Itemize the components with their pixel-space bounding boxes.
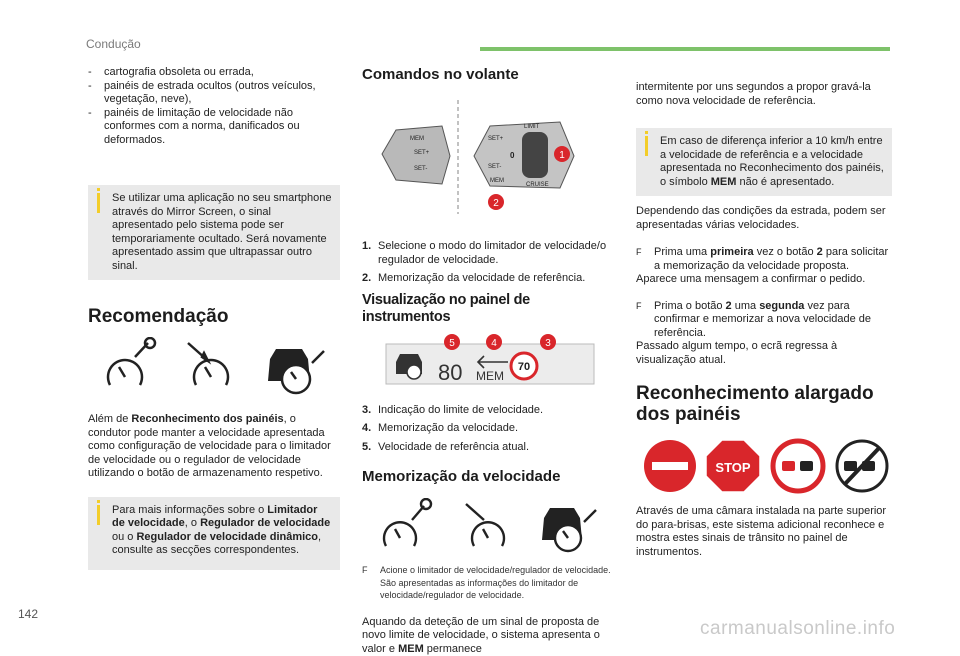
checkbox-marker-icon: F	[362, 564, 380, 602]
instruction-step: F Acione o limitador de velocidade/regulador de velocidade. São apresentadas as informações do limitador de velocidade/regulador de velocidade.	[362, 564, 618, 602]
limiter-stalk-left	[382, 126, 450, 184]
svg-text:2: 2	[493, 198, 499, 209]
svg-text:SET+: SET+	[488, 136, 504, 142]
instruction-step: F Prima uma primeira vez o botão 2 para solicitar a memorização da velocidade proposta.	[636, 246, 892, 273]
svg-text:CRUISE: CRUISE	[526, 182, 549, 188]
svg-text:80: 80	[438, 360, 462, 385]
heading-reconhecimento-alargado: Reconhecimento alargado dos painéis	[636, 383, 892, 425]
step-result: Passado algum tempo, o ecrã regressa à visualização atual.	[636, 340, 892, 367]
info-note: Em caso de diferença inferior a 10 km/h entre a velocidade de referência e a velocidade apresentada no Reconhecimento dos painéis, o símbolo MEM não é apresentado.	[636, 128, 892, 196]
column-2	[362, 66, 618, 656]
speed-limit-sign	[511, 353, 537, 379]
bullet-item: - painéis de limitação de velocidade não conformes com a norma, danificados ou deformados.	[88, 107, 340, 148]
callout-1	[554, 146, 570, 162]
callout-4	[486, 334, 502, 350]
section-header-bar	[480, 47, 890, 51]
speedometer-tick-icon	[188, 343, 228, 385]
svg-text:LIMIT: LIMIT	[524, 124, 540, 130]
callout-3	[540, 334, 556, 350]
steering-stalk-illustration	[362, 96, 618, 218]
svg-text:SET-: SET-	[414, 166, 427, 172]
checkbox-marker-icon: F	[636, 300, 654, 341]
checkbox-marker-icon: F	[636, 246, 654, 273]
info-note-text: Se utilizar uma aplicação no seu smartphone através do Mirror Screen, o sinal apresentado pelo sistema pode ser temporariamente ocultado. Será novamente apresentado assim que ultrapassar outro sinal.	[112, 192, 332, 272]
list-item: 1. Selecione o modo do limitador de velocidade/o regulador de velocidade.	[362, 240, 618, 267]
callout-5	[444, 334, 460, 350]
heading-recomendacao: Recomendação	[88, 306, 340, 327]
no-overtaking-sign-icon	[773, 441, 823, 491]
car-speedometer-icon	[268, 349, 324, 393]
instrument-cluster-illustration	[362, 334, 618, 390]
conditions-paragraph: Dependendo das condições da estrada, podem ser apresentadas várias velocidades.	[636, 205, 892, 232]
svg-text:70: 70	[518, 361, 530, 373]
no-entry-sign-icon	[644, 440, 696, 492]
svg-text:STOP: STOP	[715, 460, 750, 475]
info-icon	[645, 136, 648, 156]
heading-comandos-volante: Comandos no volante	[362, 66, 618, 84]
list-item: 2. Memorização da velocidade de referência.	[362, 272, 618, 286]
car-speedometer-icon	[542, 508, 596, 551]
instruction-step: F Prima o botão 2 uma segunda vez para confirmar e memorizar a nova velocidade de referência.	[636, 300, 892, 341]
list-item: 3. Indicação do limite de velocidade.	[362, 404, 618, 418]
svg-text:MEM: MEM	[476, 369, 504, 383]
bullet-item: - painéis de estrada ocultos (outros veículos, vegetação, neve),	[88, 80, 340, 107]
info-icon	[97, 505, 100, 525]
svg-text:4: 4	[491, 338, 497, 349]
svg-text:SET+: SET+	[414, 150, 430, 156]
svg-text:3: 3	[545, 338, 551, 349]
column-1	[88, 66, 340, 570]
svg-text:5: 5	[449, 338, 455, 349]
svg-text:MEM: MEM	[490, 178, 504, 184]
svg-text:MEM: MEM	[410, 136, 424, 142]
svg-text:1: 1	[559, 150, 565, 161]
list-item: 5. Velocidade de referência atual.	[362, 441, 618, 455]
memorizacao-paragraph: Aquando da deteção de um sinal de proposta de novo limite de velocidade, o sistema apresenta o valor e MEM permanece	[362, 616, 618, 656]
svg-text:SET-: SET-	[488, 164, 501, 170]
info-note: Para mais informações sobre o Limitador de velocidade, o Regulador de velocidade ou o Regulador de velocidade dinâmico, consulte as secções correspondentes.	[88, 497, 340, 570]
speedometer-limit-icon	[108, 338, 155, 385]
page-number: 142	[18, 607, 38, 621]
stop-sign-icon	[706, 440, 760, 492]
end-no-overtaking-sign-icon	[837, 441, 887, 491]
info-note	[88, 185, 340, 280]
recomendacao-paragraph: Além de Reconhecimento dos painéis, o condutor pode manter a velocidade apresentada como configuração de velocidade para o limitador de velocidade ou o regulador de velocidade utilizando o botão de armazenamento respetivo.	[88, 413, 340, 481]
traffic-signs-illustration	[636, 437, 892, 495]
section-header: Condução	[86, 37, 141, 51]
list-item: 4. Memorização da velocidade.	[362, 422, 618, 436]
speed-icons-illustration	[88, 337, 340, 399]
reconhecimento-paragraph: Através de uma câmara instalada na parte superior do para-brisas, este sistema adicional reconhece e mostra estes sinais de trânsito no painel de instrumentos.	[636, 505, 892, 559]
heading-visualizacao-painel: Visualização no painel de instrumentos	[362, 292, 618, 326]
bullet-item: - cartografia obsoleta ou errada,	[88, 66, 340, 80]
speed-icons-illustration	[362, 498, 618, 554]
continuation-paragraph: intermitente por uns segundos a propor gravá-la como nova velocidade de referência.	[636, 81, 892, 108]
speedometer-tick-icon	[466, 504, 504, 546]
callout-2	[488, 194, 504, 210]
info-icon	[97, 193, 100, 213]
step-result: Aparece uma mensagem a confirmar o pedido.	[636, 273, 892, 287]
svg-text:0: 0	[510, 151, 515, 160]
speedometer-limit-icon	[384, 499, 431, 546]
watermark: carmanualsonline.info	[700, 618, 895, 640]
column-3	[636, 81, 892, 559]
heading-memorizacao: Memorização da velocidade	[362, 468, 618, 486]
